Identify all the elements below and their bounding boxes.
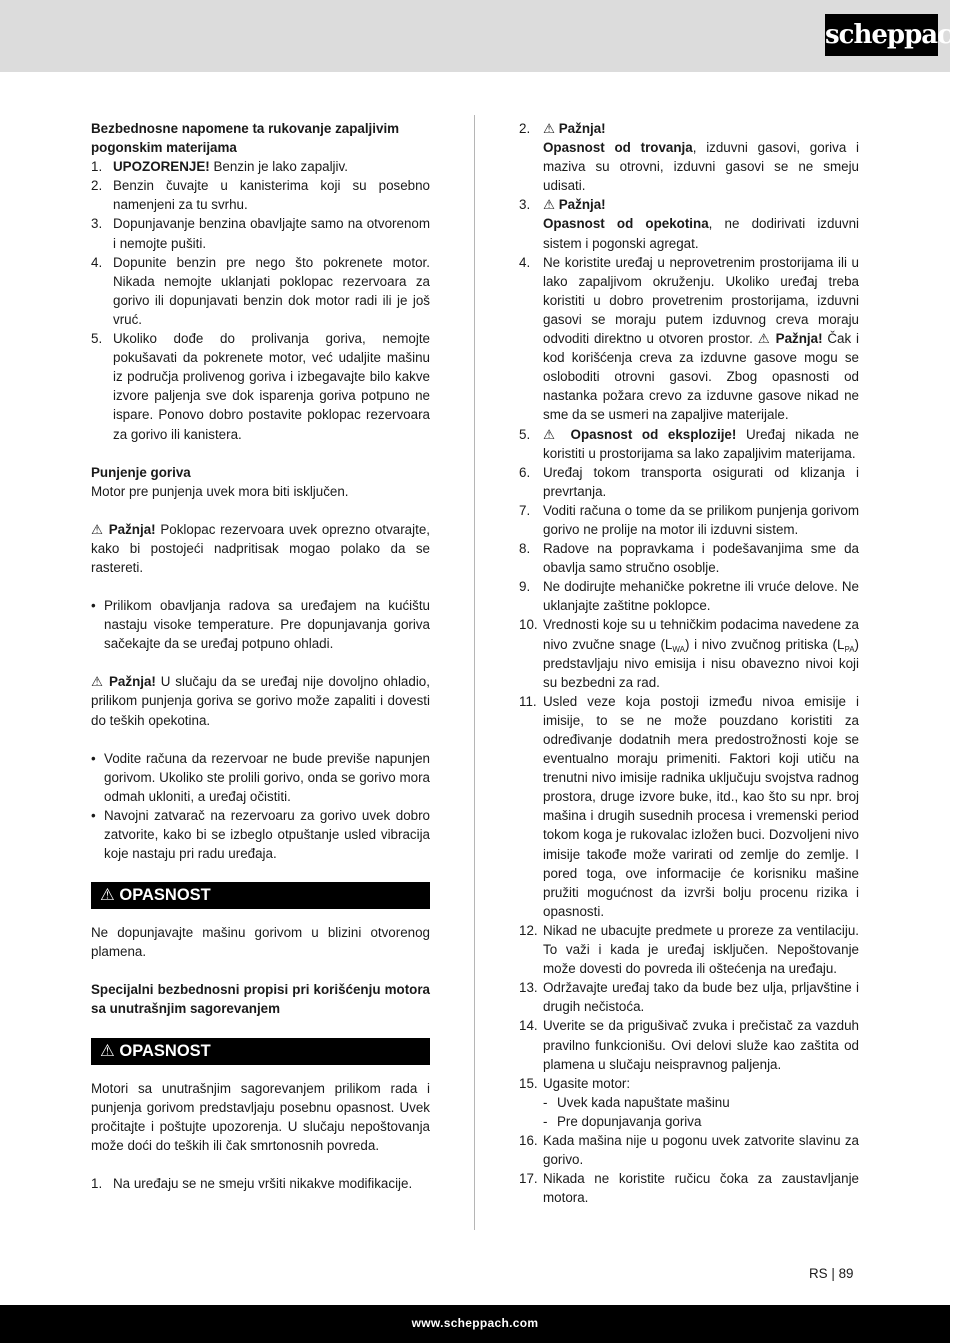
list-item: 16. Kada mašina nije u pogonu uvek zatvorite slavinu za gorivo. bbox=[519, 1132, 859, 1168]
list-item: 13. Održavajte uređaj tako da bude bez ulja, prljavštine i drugih nečistoća. bbox=[519, 980, 859, 1015]
list-item: 4. Dopunite benzin pre nego što pokrenete motor. Nikada nemojte uklanjati poklopac rezervoara za gorivo ili dopunjavati benzin dok motor radi ili je još vruć. bbox=[91, 254, 430, 327]
header-bar bbox=[0, 0, 950, 72]
footer-bar bbox=[0, 1305, 950, 1343]
danger-banner: ⚠ OPASNOST bbox=[91, 1038, 430, 1065]
list-item: • Navojni zatvarač na rezervoaru za gorivo uvek dobro zatvorite, kako bi se izbeglo otpuštanje usled vibracija koje nastaju pri radu uređaja. bbox=[91, 806, 430, 863]
warning-icon: ⚠ bbox=[543, 197, 556, 213]
list-item: 1. Na uređaju se ne smeju vršiti nikakve modifikacije. bbox=[91, 1175, 413, 1191]
bullet-icon: • bbox=[91, 750, 96, 766]
bullet-icon: • bbox=[91, 598, 96, 614]
list-item: 17. Nikada ne koristite ručicu čoka za zaustavljanje motora. bbox=[519, 1171, 859, 1206]
list-item: 9. Ne dodirujte mehaničke pokretne ili vruće delove. Ne uklanjajte zaštitne poklopce. bbox=[519, 579, 859, 614]
refuel-bullets-2 bbox=[91, 749, 430, 864]
sub-list-item: - Uvek kada napuštate mašinu bbox=[543, 1094, 730, 1110]
list-item: 4. Ne koristite uređaj u neprovetrenim prostorijama ili u lako zapaljivom okruženju. Ukoliko uređaj treba koristiti u dobro provetrenim prostorijama, izduvni gasovi se moraju putem izduvnog creva moraju odvoditi direktno u otvoren prostor. ⚠ Pažnja! Čak i kod korišćenja creva za izduvne gasove mogu se osloboditi otrovni gasovi. Zbog opasnosti od nastanka požara crevo za izduvne gasove nikad ne sme da se usmeri na zapaljive materijale. bbox=[519, 254, 859, 423]
column-divider bbox=[474, 115, 475, 1230]
engine-rules-list-cont bbox=[519, 119, 859, 1207]
list-item: • Vodite računa da rezervoar ne bude previše napunjen gorivom. Ukoliko ste prolili gorivo, onda se gorivo mora odmah ukloniti, a uređaj očistiti. bbox=[91, 749, 430, 806]
fuel-safety-heading: Bezbednosne napomene ta rukovanje zapaljivim pogonskim materijama bbox=[91, 121, 400, 156]
right-column bbox=[519, 119, 859, 1207]
engine-rules-list bbox=[91, 1174, 430, 1193]
list-item: • Prilikom obavljanja radova sa uređajem na kućištu nastaju visoke temperature. Pre dopunjavanja goriva sačekajte da se uređaj potpuno ohladi. bbox=[91, 596, 430, 653]
danger-text: Ne dopunjavajte mašinu gorivom u blizini otvorenog plamena. bbox=[91, 925, 430, 960]
list-item: 3. Dopunjavanje benzina obavljajte samo na otvorenom i nemojte pušiti. bbox=[91, 216, 430, 251]
list-item: 5. Ukoliko dođe do prolivanja goriva, nemojte pokušavati da pokrenete motor, već udaljite mašinu iz područja prolivenog goriva i izbegavajte bilo kakve izvore paljenja sve dok isparenja goriva potpuno ne ispare. Ponovo dobro postavite poklopac rezervoara za gorivo ili kanistera. bbox=[91, 331, 430, 442]
warning-icon: ⚠ bbox=[100, 1041, 115, 1060]
list-item: 6. Uređaj tokom transporta osigurati od klizanja i prevrtanja. bbox=[519, 464, 859, 499]
list-item: 12. Nikad ne ubacujte predmete u proreze za ventilaciju. To važi i kada je uređaj isključen. Nepoštovanje može dovesti do povreda ili oštećenja na uređaju. bbox=[519, 922, 859, 977]
refuel-warning-2: ⚠ Pažnja! U slučaju da se uređaj nije dovoljno ohladio, prilikom punjenja goriva se gorivo može zapaliti i dovesti do teških opekotina. bbox=[91, 674, 430, 728]
list-item: 11. Usled veze koja postoji između nivoa emisije i imisije, to se ne može pouzdano koristiti za određivanje dodatnih mera predostrožnosti koje se eventualno moraju primeniti. Faktori koji utiču na trenutni nivo imisije radnika uključuju svojstva radnog prostora, druge izvore buke, itd., kao što su npr. broj mašina i drugih susednih procesa i vremenski period tokom koga je rukovalac izložen buci. Dozvoljeni nivo imisije takođe može varirati od zemlje do zemlje. I pored toga, ove informacije će korisniku mašine pružiti mogućnost da izvrši bolju procenu rizika i opasnosti. bbox=[519, 693, 859, 919]
brand-logo[interactable]: scheppach bbox=[825, 14, 938, 56]
refuel-bullets-1 bbox=[91, 596, 430, 653]
warning-icon: ⚠ bbox=[100, 886, 115, 905]
list-item: 2. ⚠ Pažnja! Opasnost od trovanja, izduvni gasovi, goriva i maziva su otrovni, izduvni gasovi se ne smeju udisati. bbox=[519, 121, 859, 194]
bullet-icon: • bbox=[91, 807, 96, 823]
list-item: 10. Vrednosti koje su u tehničkim podacima navedene za nivo zvučne snage $(L_{WA})$ i nivo zvučnog pritiska $(L_{PA})$ predstavljaju nivo emisija i nisu obavezno nivoi koji su bezbedni za rad. bbox=[519, 617, 860, 690]
list-item: 1. UPOZORENJE! Benzin je lako zapaljiv. bbox=[91, 159, 348, 175]
warning-icon: ⚠ bbox=[543, 426, 561, 442]
warning-icon: ⚠ bbox=[757, 331, 771, 347]
refuel-warning-1: ⚠ Pažnja! Poklopac rezervoara uvek oprezno otvarajte, kako bi postojeći nadpritisak mogao polako da se rastereti. bbox=[91, 521, 430, 575]
danger-text: Motori sa unutrašnjim sagorevanjem prilikom rada i punjenja gorivom predstavljaju posebnu opasnost. Uvek pročitajte i poštujte upozorenja. U slučaju nepoštovanja može doći do teških ili čak smrtonosnih povreda. bbox=[91, 1080, 430, 1153]
list-item: 8. Radove na popravkama i podešavanjima sme da obavlja samo stručno osoblje. bbox=[519, 541, 859, 576]
list-item: 5. ⚠ Opasnost od eksplozije! Uređaj nikada ne koristiti u prostorijama sa lako zapaljivim materijama. bbox=[519, 426, 859, 461]
list-item: 7. Voditi računa o tome da se prilikom punjenja gorivom gorivo ne prolije na motor ili izduvni sistem. bbox=[519, 502, 859, 537]
danger-banner: ⚠ OPASNOST bbox=[91, 882, 430, 909]
warning-icon: ⚠ bbox=[91, 521, 104, 537]
list-item: 15. Ugasite motor: - Uvek kada napuštate mašinu - Pre dopunjavanja goriva bbox=[519, 1074, 859, 1131]
special-rules-heading: Specijalni bezbednosni propisi pri korišćenju motora sa unutrašnjim sagorevanjem bbox=[91, 982, 430, 1017]
left-column bbox=[91, 119, 430, 1193]
refuel-heading: Punjenje goriva bbox=[91, 464, 191, 480]
website-link[interactable]: www.scheppach.com bbox=[411, 1316, 539, 1330]
refuel-text: Motor pre punjenja uvek mora biti isključen. bbox=[91, 483, 349, 499]
fuel-safety-list bbox=[91, 157, 430, 443]
warning-icon: ⚠ bbox=[543, 121, 556, 136]
warning-icon: ⚠ bbox=[91, 674, 105, 690]
sub-list-item: - Pre dopunjavanja goriva bbox=[543, 1113, 702, 1129]
page-number: RS | 89 bbox=[809, 1266, 854, 1281]
list-item: 14. Uverite se da prigušivač zvuka i prečistač za vazduh pravilno funkcionišu. Ovi delovi služe kao zaštita od plamena u slučaju neispravnog paljenja. bbox=[519, 1018, 859, 1072]
list-item: 2. Benzin čuvajte u kanisterima koji su posebno namenjeni za tu svrhu. bbox=[91, 178, 430, 213]
list-item: 3. ⚠ Pažnja! Opasnost od opekotina, ne dodirivati izduvni sistem i pogonski agregat. bbox=[519, 197, 860, 251]
